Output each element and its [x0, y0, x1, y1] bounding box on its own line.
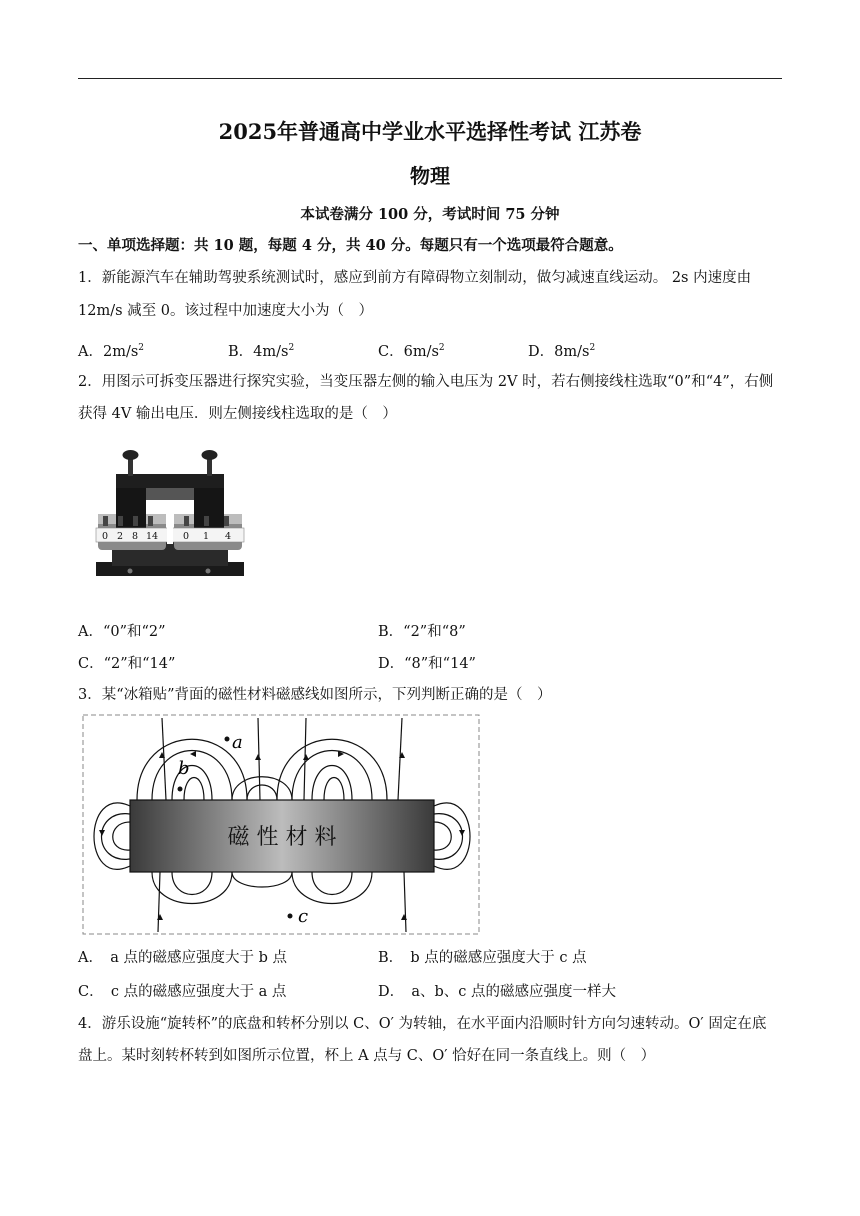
exam-info: 本试卷满分 100 分，考试时间 75 分钟	[300, 206, 560, 223]
q3-line1: 3．某“冰箱贴”背面的磁性材料磁感线如图所示，下列判断正确的是（ ）	[78, 687, 552, 703]
coil-label: 2	[116, 531, 124, 542]
q2-option-b[interactable]: B．“2”和“8”	[378, 624, 466, 640]
q2-line1: 2．用图示可拆变压器进行探究实验，当变压器左侧的输入电压为 2V 时，若右侧接线柱选取“0”和“4”，右侧	[78, 374, 774, 390]
coil-label: 0	[101, 531, 109, 542]
coil-label: 0	[182, 531, 190, 542]
q1-line1: 1．新能源汽车在辅助驾驶系统测试时，感应到前方有障碍物立刻制动，做匀减速直线运动。 2s 内速度由	[78, 270, 752, 286]
header-rule	[78, 78, 782, 79]
subject-title: 物理	[410, 164, 450, 188]
coil-label: 14	[145, 531, 159, 542]
point-c-label: c	[298, 906, 309, 927]
section-heading: 一、单项选择题：共 10 题，每题 4 分，共 40 分。每题只有一个选项最符合题意。	[78, 237, 623, 254]
point-b-label: b	[178, 758, 190, 779]
q3-option-a[interactable]: A． a 点的磁感应强度大于 b 点	[78, 950, 287, 966]
q1-option-d[interactable]: D．$8m/s^2$	[528, 343, 596, 360]
q1-line2: 12m/s 减至 0。该过程中加速度大小为（ ）	[78, 303, 373, 319]
exam-title: 2025年普通高中学业水平选择性考试 江苏卷	[218, 119, 642, 144]
q3-option-b[interactable]: B． b 点的磁感应强度大于 c 点	[378, 950, 587, 966]
point-a-label: a	[232, 732, 243, 753]
q1-option-c[interactable]: C．$6m/s^2$	[378, 343, 445, 360]
q2-option-a[interactable]: A．“0”和“2”	[78, 624, 166, 640]
coil-label: 1	[202, 531, 210, 542]
q1-option-b[interactable]: B．$4m/s^2$	[228, 343, 295, 360]
magnet-field-figure	[82, 714, 480, 936]
q2-option-c[interactable]: C．“2”和“14”	[78, 656, 176, 672]
coil-label: 4	[224, 531, 232, 542]
q4-line1: 4．游乐设施“旋转杯”的底盘和转杯分别以 C、O′ 为转轴，在水平面内沿顺时针方向匀速转动。O′ 固定在底	[78, 1016, 767, 1032]
q4-line2: 盘上。某时刻转杯转到如图所示位置，杯上 A 点与 C、O′ 恰好在同一条直线上。则（ ）	[78, 1048, 656, 1064]
transformer-figure	[90, 444, 250, 594]
q3-option-c[interactable]: C． c 点的磁感应强度大于 a 点	[78, 984, 287, 1000]
q1-option-a[interactable]: A．$2m/s^2$	[78, 343, 145, 360]
magnet-label: 磁 性 材 料	[227, 825, 337, 850]
q3-option-d[interactable]: D． a、b、c 点的磁感应强度一样大	[378, 984, 617, 1000]
q2-option-d[interactable]: D．“8”和“14”	[378, 656, 476, 672]
coil-label: 8	[131, 531, 139, 542]
q2-line2: 获得 4V 输出电压．则左侧接线柱选取的是（ ）	[78, 406, 397, 422]
